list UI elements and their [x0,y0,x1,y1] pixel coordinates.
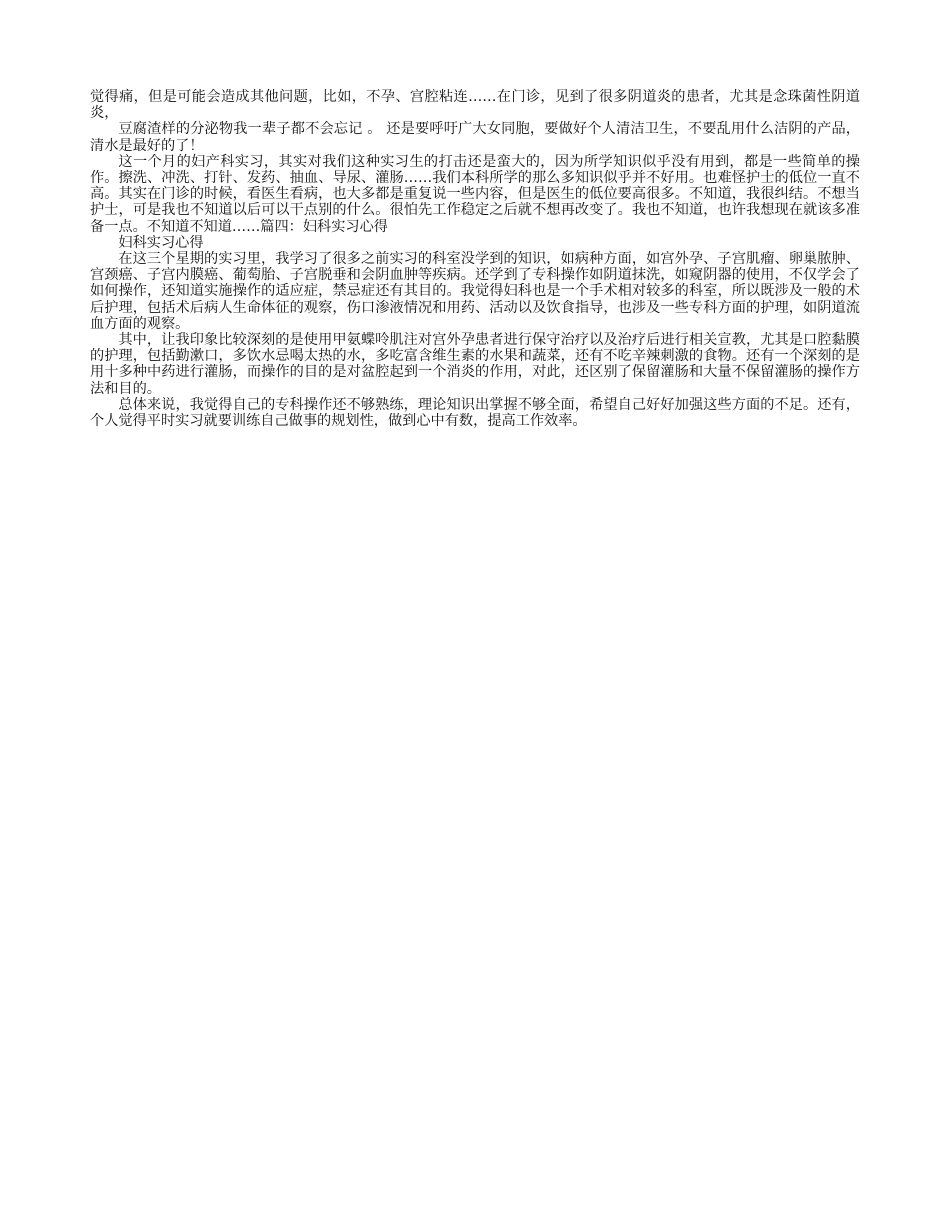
section-heading: 妇科实习心得 [118,234,204,251]
paragraph-internship-reflection: 这一个月的妇产科实习，其实对我们这种实习生的打击还是蛮大的，因为所学知识似乎没有用到，都是一些简单的操作。擦洗、冲洗、打针、发药、抽血、导尿、灌肠……我们本科所学的那么多知识似乎并不好用。也难怪护士的低位一直不高。其实在门诊的时候，看医生看病，也大多都是重复说一些内容，但是医生的低位要高很多。不知道，我很纠结。不想当护士，可是我也不知道以后可以干点别的什么。很怕先工作稳定之后就不想再改变了。我也不知道，也许我想现在就该多准备一点。不知道不知道……篇四：妇科实习心得 [90,153,860,235]
paragraph-tofu-discharge: 豆腐渣样的分泌物我一辈子都不会忘记 。 还是要呼吁广大女同胞，要做好个人清洁卫生，不要乱用什么洁阴的产品，清水是最好的了！ [90,121,860,154]
paragraph-three-weeks: 在这三个星期的实习里，我学习了很多之前实习的科室没学到的知识，如病种方面，如宫外孕、子宫肌瘤、卵巢脓肿、宫颈癌、子宫内膜癌、葡萄胎、子宫脱垂和会阴血肿等疾病。还学到了专科操作如阴道抹洗，如窥阴器的使用，不仅学会了如何操作，还知道实施操作的适应症，禁忌症还有其目的。我觉得妇科也是一个手术相对较多的科室，所以既涉及一般的术后护理，包括术后病人生命体征的观察，伤口渗液情况和用药、活动以及饮食指导，也涉及一些专科方面的护理，如阴道流血方面的观察。 [90,251,860,332]
document-body [90,89,860,429]
paragraph-impression: 其中，让我印象比较深刻的是使用甲氨蝶呤肌注对宫外孕患者进行保守治疗以及治疗后进行相关宣教，尤其是口腔黏膜的护理，包括勤漱口，多饮水忌喝太热的水，多吃富含维生素的水果和蔬菜，还有不吃辛辣刺激的食物。还有一个深刻的是用十多种中药进行灌肠，而操作的目的是对盆腔起到一个消炎的作用，对此，还区别了保留灌肠和大量不保留灌肠的操作方法和目的。 [90,332,860,397]
paragraph-continuation: 觉得痛，但是可能会造成其他问题，比如，不孕、宫腔粘连……在门诊，见到了很多阴道炎的患者，尤其是念珠菌性阴道炎， [90,89,860,122]
paragraph-summary: 总体来说，我觉得自己的专科操作还不够熟练，理论知识出掌握不够全面，希望自己好好加强这些方面的不足。还有，个人觉得平时实习就要训练自己做事的规划性，做到心中有数，提高工作效率。 [90,396,860,430]
